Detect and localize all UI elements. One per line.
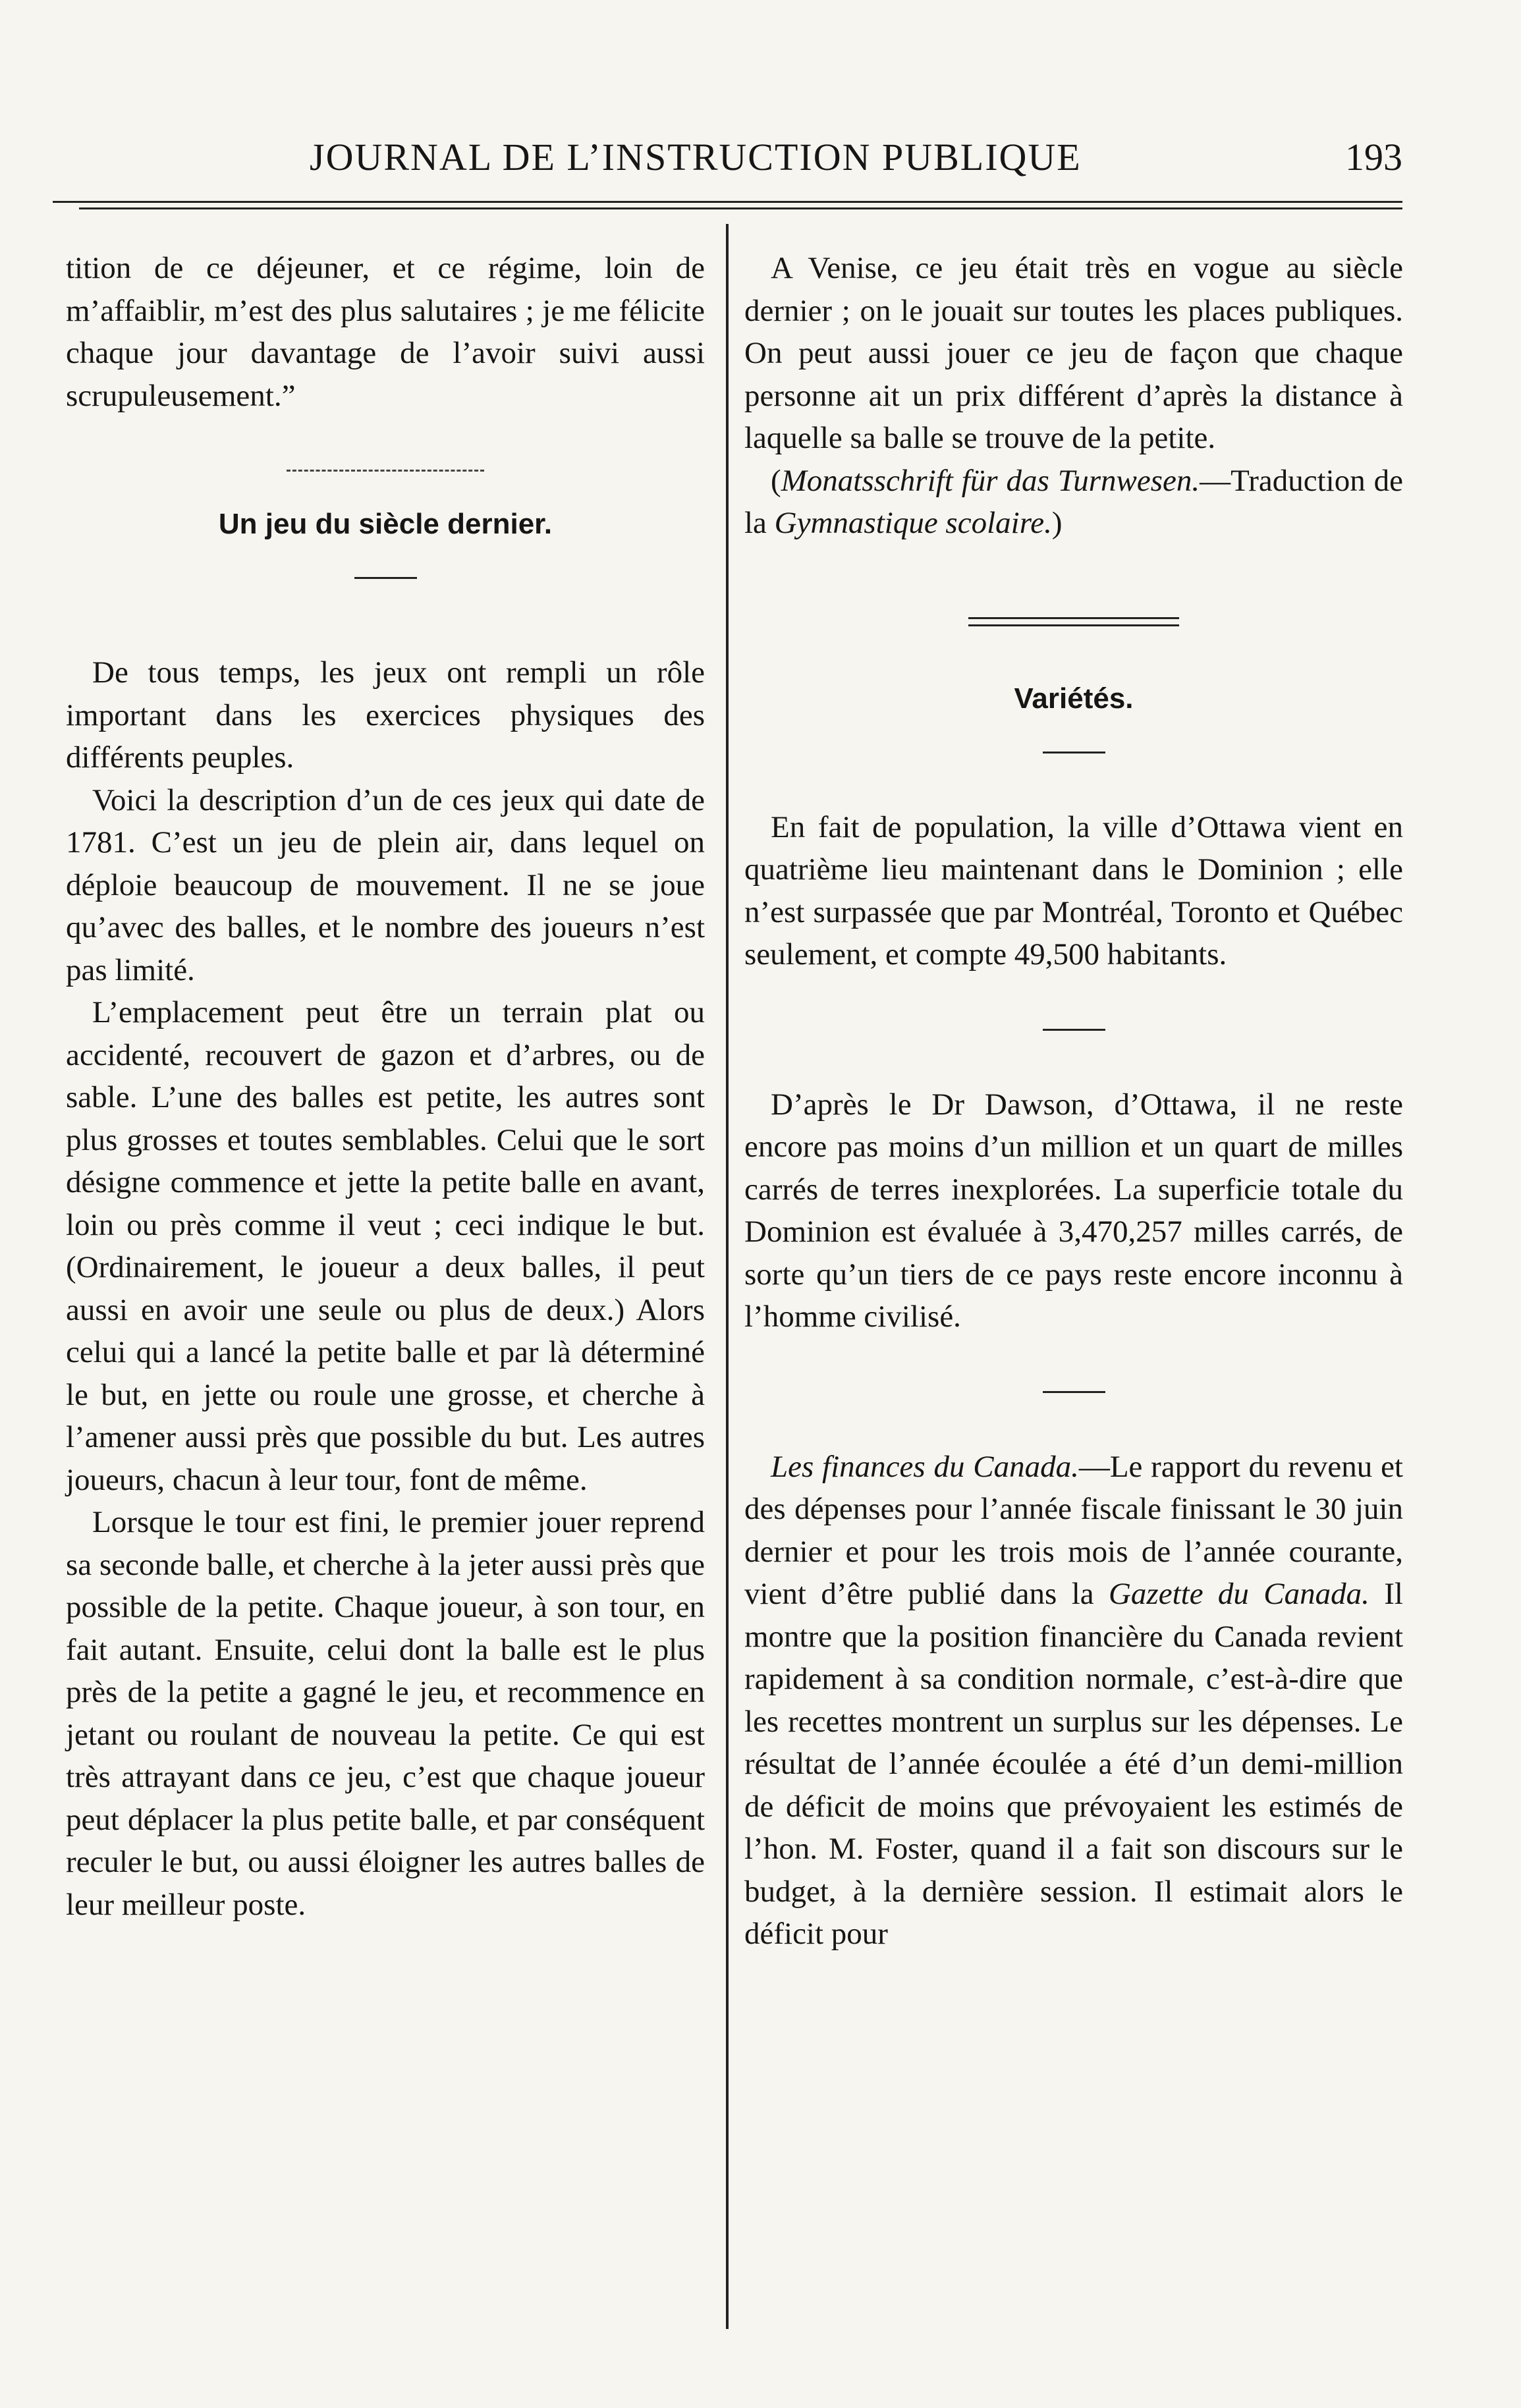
running-title: JOURNAL DE L’INSTRUCTION PUBLIQUE (310, 136, 1082, 178)
news-item: En fait de population, la ville d’Ottawa vient en quatrième lieu maintenant dans le Dominion ; elle n’est surpassée que par Montréal, Toronto et Québec seulement, et compte 49,500 habitants. (744, 809, 1403, 971)
article-title: Un jeu du siècle dernier. (218, 508, 553, 540)
source-close: ) (1051, 506, 1063, 540)
column-divider (726, 224, 729, 2329)
source-open: ( (771, 463, 781, 498)
page-header (53, 135, 1402, 188)
item-text: Il montre que la position financière du Canada revient rapidement à sa condition normale, c’est-à-dire que les recettes montrent un surplus sur les dépenses. Le résultat de l’année écoulée a été d’un demi-million de déficit de moins que prévoyaient les estimés de l’hon. M. Foster, quand il a fait son discours sur le budget, à la dernière session. Il estimait alors le déficit pour (744, 1577, 1403, 1951)
news-item: D’après le Dr Dawson, d’Ottawa, il ne reste encore pas moins d’un million et un quart de milles carrés de terres inexplorées. La superficie totale du Dominion est évaluée à 3,470,257 milles carrés, de sorte qu’un tiers de ce pays reste encore inconnu à l’homme civilisé. (744, 1087, 1403, 1334)
source-citation (744, 460, 1403, 545)
article-paragraph: Lorsque le tour est fini, le premier jouer reprend sa seconde balle, et cherche à la jeter aussi près que possible de la petite. Chaque joueur, à son tour, en fait autant. Ensuite, celui dont la balle est le plus près de la petite a gagné le jeu, et recommence en jetant ou roulant de nouveau la petite. Ce qui est très attrayant dans ce jeu, c’est que chaque joueur peut déplacer la plus petite balle, et par conséquent reculer le but, ou aussi éloigner les autres balles de leur meilleur poste. (66, 1505, 705, 1922)
news-item (744, 1446, 1403, 1956)
article-paragraph: L’emplacement peut être un terrain plat ou accidenté, recouvert de gazon et d’arbres, ou de sable. L’une des balles est petite, les autres sont plus grosses et toutes semblables. Celui que le sort désigne commence et jette la petite balle en avant, loin ou près comme il veut ; ceci indique le but. (Ordinairement, le joueur a deux balles, il peut aussi en avoir une seule ou plus de deux.) Alors celui qui a lancé la petite balle et par là déterminé le but, en jette ou roule une grosse, et cherche à l’amener aussi près que possible du but. Les autres joueurs, chacun à leur tour, font de même. (66, 995, 705, 1497)
left-column (66, 247, 705, 1926)
article-paragraph: Voici la description d’un de ces jeux qui date de 1781. C’est un jeu de plein air, dans lequel on déploie beaucoup de mouvement. Il ne se joue qu’avec des balles, et le nombre des joueurs n’est pas limité. (66, 782, 705, 987)
gazette-title: Gazette du Canada. (1108, 1577, 1369, 1611)
source-title: Monatsschrift für das Turnwesen. (781, 463, 1200, 498)
section-title: Variétés. (1014, 682, 1134, 715)
section-separator (968, 617, 1179, 626)
item-text: —Le rapport du revenu et des dépenses pour l’année fiscale finissant le 30 juin dernier et pour les trois mois de l’année courante, vient d’être publié dans la (744, 1449, 1403, 1611)
page-number: 193 (1345, 136, 1402, 178)
header-rule (53, 201, 1402, 211)
continuation-paragraph: tition de ce déjeuner, et ce régime, loin de m’affaiblir, m’est des plus salutaires ; je me félicite chaque jour davantage de l’avoir suivi aussi scrupuleusement.” (66, 251, 705, 413)
item-title: Les finances du Canada. (771, 1449, 1079, 1484)
article-paragraph: De tous temps, les jeux ont rempli un rôle important dans les exercices physiques des différents peuples. (66, 655, 705, 775)
continuation-paragraph: A Venise, ce jeu était très en vogue au siècle dernier ; on le jouait sur toutes les places publiques. On peut aussi jouer ce jeu de façon que chaque personne ait un prix différent d’après la distance à laquelle sa balle se trouve de la petite. (744, 251, 1403, 455)
source-mid: —Traduction de la (744, 463, 1403, 540)
source-journal: Gymnastique scolaire. (774, 506, 1052, 540)
right-column (744, 247, 1403, 1956)
